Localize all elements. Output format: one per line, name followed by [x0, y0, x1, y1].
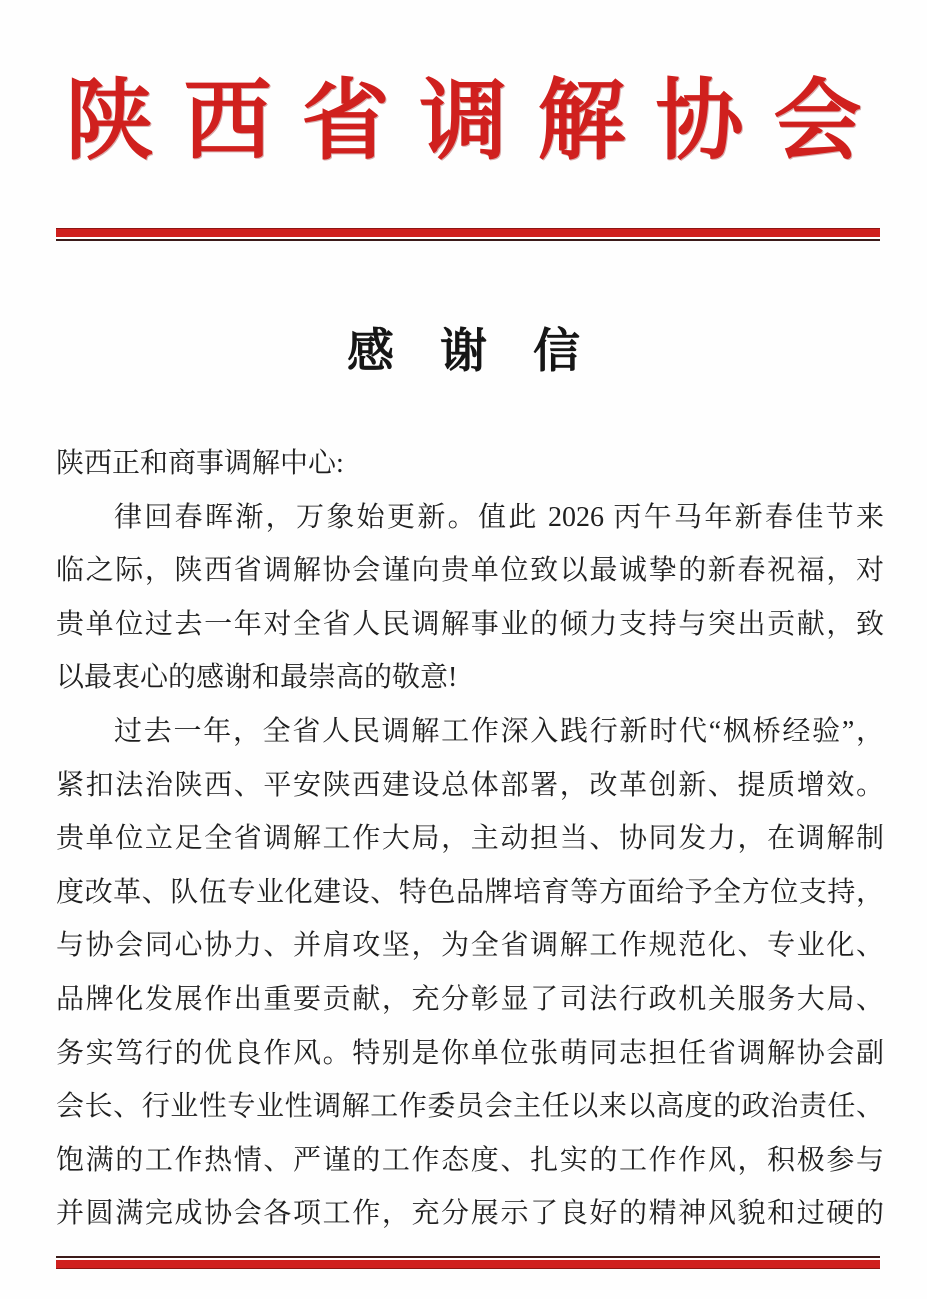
body-line: 贵单位过去一年对全省人民调解事业的倾力支持与突出贡献，致: [56, 608, 884, 640]
letterhead-divider-rule: [56, 228, 880, 241]
body-line: 会长、行业性专业性调解工作委员会主任以来以高度的政治责任、: [56, 1091, 884, 1123]
body-line: 临之际，陕西省调解协会谨向贵单位致以最诚挚的新春祝福，对: [56, 555, 884, 587]
letter-body: [56, 437, 884, 1241]
divider-red-band: [56, 228, 880, 237]
body-line: 品牌化发展作出重要贡献，充分彰显了司法行政机关服务大局、: [56, 983, 884, 1015]
letter-title: [0, 327, 927, 379]
body-line: 以最衷心的感谢和最崇高的敬意!: [56, 662, 458, 694]
body-line: 紧扣法治陕西、平安陕西建设总体部署，改革创新、提质增效。: [56, 769, 884, 801]
body-line: 并圆满完成协会各项工作，充分展示了良好的精神风貌和过硬的: [56, 1198, 884, 1230]
salutation: 陕西正和商事调解中心:: [56, 448, 344, 479]
body-line: 与协会同心协力、并肩攻坚，为全省调解工作规范化、专业化、: [56, 930, 884, 962]
letterhead-org-title: [0, 72, 927, 173]
body-line: 度改革、队伍专业化建设、特色品牌培育等方面给予全方位支持，: [56, 876, 884, 908]
letterhead-org-title-text: 陕西省调解协会: [65, 74, 892, 171]
divider-red-band: [56, 1260, 880, 1269]
body-line: 务实笃行的优良作风。特别是你单位张萌同志担任省调解协会副: [56, 1037, 884, 1069]
body-line: 饱满的工作热情、严谨的工作态度、扎实的工作作风，积极参与: [56, 1144, 884, 1176]
body-line: 贵单位立足全省调解工作大局，主动担当、协同发力，在调解制: [56, 823, 884, 855]
footer-divider-rule: [56, 1256, 880, 1269]
letter-title-text: 感谢信: [347, 326, 626, 378]
body-line: 过去一年，全省人民调解工作深入践行新时代“枫桥经验”，: [114, 715, 884, 747]
body-line: 律回春晖渐，万象始更新。值此 2026 丙午马年新春佳节来: [114, 501, 884, 533]
divider-dark-hairline: [56, 239, 880, 241]
